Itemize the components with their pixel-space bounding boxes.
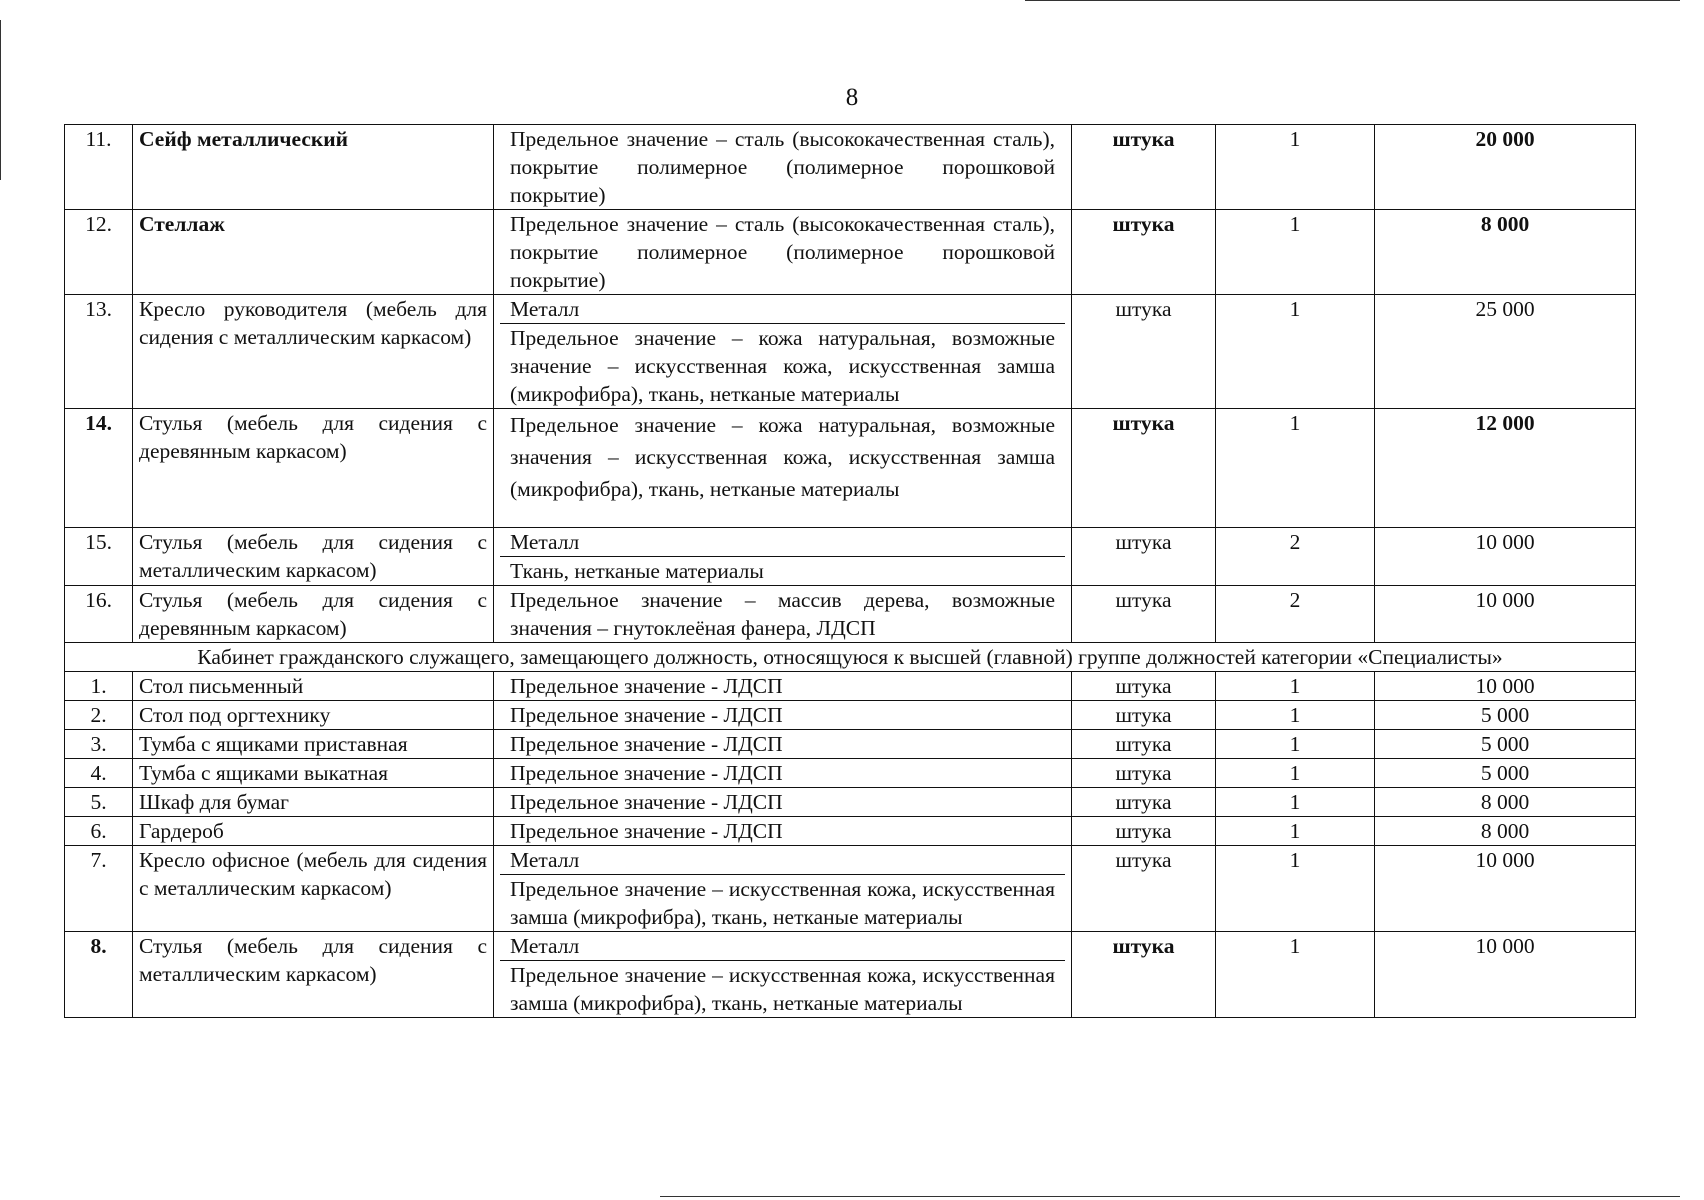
item-price: 5 000 [1375,759,1636,788]
row-number: 15. [65,528,133,586]
item-spec: Предельное значение - ЛДСП [510,790,783,814]
item-spec: Предельное значение - ЛДСП [510,703,783,727]
item-unit: штука [1072,730,1216,759]
item-name: Шкаф для бумаг [133,788,494,817]
row-number: 12. [65,210,133,295]
item-quantity: 1 [1216,295,1375,409]
table-row [65,295,1636,409]
item-price: 5 000 [1375,701,1636,730]
item-unit: штука [1072,586,1216,643]
item-spec: Предельное значение – кожа натуральная, возможные значения – искусственная кожа, искусственная замша (микрофибра), ткань, нетканые материалы [510,413,1055,501]
item-price: 10 000 [1375,932,1636,1018]
row-number: 5. [65,788,133,817]
item-unit: штука [1072,672,1216,701]
item-unit: штука [1072,409,1216,528]
item-price: 8 000 [1375,210,1636,295]
item-quantity: 1 [1216,409,1375,528]
item-spec: Предельное значение - ЛДСП [510,674,783,698]
item-spec: Предельное значение – сталь (высококачественная сталь), покрытие полимерное (полимерное порошковой покрытие) [510,127,1055,207]
table-row [65,846,1636,932]
table-row [65,210,1636,295]
item-unit: штука [1072,788,1216,817]
item-unit: штука [1072,817,1216,846]
item-price: 10 000 [1375,672,1636,701]
item-price: 10 000 [1375,846,1636,932]
row-number: 11. [65,125,133,210]
item-name: Кресло руководителя (мебель для сидения с металлическим каркасом) [133,295,494,409]
table-row [65,730,1636,759]
table-row [65,672,1636,701]
item-name: Гардероб [133,817,494,846]
item-quantity: 1 [1216,701,1375,730]
table-row [65,528,1636,586]
row-number: 16. [65,586,133,643]
item-price: 20 000 [1375,125,1636,210]
item-quantity: 1 [1216,788,1375,817]
row-number: 2. [65,701,133,730]
item-price: 8 000 [1375,788,1636,817]
item-quantity: 2 [1216,586,1375,643]
item-price: 8 000 [1375,817,1636,846]
table-row [65,586,1636,643]
item-unit: штука [1072,759,1216,788]
item-unit: штука [1072,295,1216,409]
item-spec: Предельное значение - ЛДСП [510,732,783,756]
section-heading-row [65,643,1636,672]
item-spec-upholstery: Ткань, нетканые материалы [500,556,1065,585]
item-name: Стол письменный [133,672,494,701]
item-price: 10 000 [1375,586,1636,643]
item-spec-material: Металл [510,934,580,958]
item-unit: штука [1072,701,1216,730]
row-number: 4. [65,759,133,788]
item-unit: штука [1072,932,1216,1018]
item-name: Сейф металлический [133,125,494,210]
item-unit: штука [1072,846,1216,932]
scan-edge-top [1025,0,1680,1]
table-row [65,701,1636,730]
item-name: Стеллаж [133,210,494,295]
item-price: 25 000 [1375,295,1636,409]
table-row [65,409,1636,528]
item-price: 5 000 [1375,730,1636,759]
table-row [65,817,1636,846]
item-quantity: 1 [1216,817,1375,846]
row-number: 7. [65,846,133,932]
item-quantity: 1 [1216,125,1375,210]
item-quantity: 1 [1216,210,1375,295]
scan-edge-bottom [660,1196,1680,1197]
item-quantity: 1 [1216,932,1375,1018]
row-number: 1. [65,672,133,701]
item-quantity: 1 [1216,759,1375,788]
item-spec: Предельное значение - ЛДСП [510,819,783,843]
row-number: 8. [65,932,133,1018]
item-spec-material: Металл [510,530,580,554]
page-number: 8 [845,84,859,111]
item-price: 12 000 [1375,409,1636,528]
row-number: 13. [65,295,133,409]
furniture-table [64,124,1636,1018]
item-spec-upholstery: Предельное значение – кожа натуральная, возможные значение – искусственная кожа, искусственная замша (микрофибра), ткань, нетканые материалы [500,323,1065,408]
item-name: Тумба с ящиками приставная [133,730,494,759]
table-row [65,788,1636,817]
row-number: 14. [65,409,133,528]
item-unit: штука [1072,125,1216,210]
item-name: Стулья (мебель для сидения с деревянным каркасом) [133,586,494,643]
item-spec-upholstery: Предельное значение – искусственная кожа, искусственная замша (микрофибра), ткань, нетканые материалы [500,960,1065,1017]
table-row [65,759,1636,788]
item-spec: Предельное значение - ЛДСП [510,761,783,785]
item-name: Стулья (мебель для сидения с металлическим каркасом) [133,932,494,1018]
item-spec-material: Металл [510,848,580,872]
item-unit: штука [1072,210,1216,295]
item-name: Стол под оргтехнику [133,701,494,730]
item-quantity: 1 [1216,672,1375,701]
item-spec-material: Металл [510,297,580,321]
section-heading: Кабинет гражданского служащего, замещающего должность, относящуюся к высшей (главной) группе должностей категории «Специалисты» [65,643,1636,672]
item-quantity: 1 [1216,730,1375,759]
item-quantity: 2 [1216,528,1375,586]
item-name: Тумба с ящиками выкатная [133,759,494,788]
row-number: 3. [65,730,133,759]
item-name: Стулья (мебель для сидения с деревянным каркасом) [133,409,494,528]
table-row [65,932,1636,1018]
item-spec-upholstery: Предельное значение – искусственная кожа, искусственная замша (микрофибра), ткань, нетканые материалы [500,874,1065,931]
item-unit: штука [1072,528,1216,586]
item-price: 10 000 [1375,528,1636,586]
table-row [65,125,1636,210]
row-number: 6. [65,817,133,846]
item-spec: Предельное значение – массив дерева, возможные значения – гнутоклеёная фанера, ЛДСП [510,588,1055,640]
item-name: Кресло офисное (мебель для сидения с металлическим каркасом) [133,846,494,932]
item-quantity: 1 [1216,846,1375,932]
item-name: Стулья (мебель для сидения с металлическим каркасом) [133,528,494,586]
item-spec: Предельное значение – сталь (высококачественная сталь), покрытие полимерное (полимерное порошковой покрытие) [510,212,1055,292]
